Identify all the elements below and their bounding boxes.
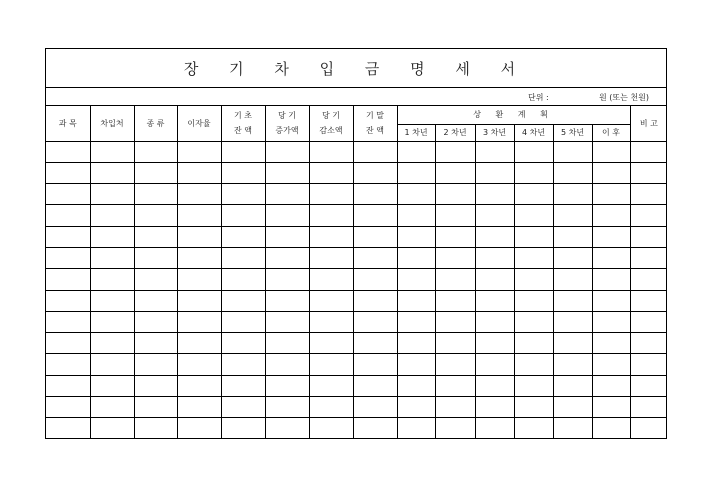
table-cell[interactable] — [134, 418, 177, 439]
table-cell[interactable] — [435, 375, 475, 396]
table-cell[interactable] — [134, 290, 177, 311]
table-cell[interactable] — [46, 375, 90, 396]
table-cell[interactable] — [475, 375, 514, 396]
table-cell[interactable] — [397, 397, 435, 418]
table-cell[interactable] — [475, 162, 514, 183]
table-cell[interactable] — [630, 162, 667, 183]
loan-table — [46, 106, 667, 439]
table-cell[interactable] — [177, 354, 221, 375]
table-cell[interactable] — [592, 418, 630, 439]
table-cell[interactable] — [514, 354, 553, 375]
table-cell[interactable] — [397, 141, 435, 162]
table-cell[interactable] — [46, 418, 90, 439]
table-row — [46, 184, 667, 205]
table-cell[interactable] — [353, 205, 397, 226]
table-cell[interactable] — [221, 333, 265, 354]
table-cell[interactable] — [553, 311, 592, 332]
table-cell[interactable] — [397, 247, 435, 268]
table-cell[interactable] — [435, 354, 475, 375]
table-cell[interactable] — [46, 162, 90, 183]
table-cell[interactable] — [630, 247, 667, 268]
table-cell[interactable] — [397, 333, 435, 354]
table-cell[interactable] — [353, 247, 397, 268]
table-cell[interactable] — [46, 269, 90, 290]
table-cell[interactable] — [309, 247, 353, 268]
table-cell[interactable] — [46, 247, 90, 268]
table-cell[interactable] — [265, 354, 309, 375]
header-increase: 당 기 증가액 — [265, 106, 309, 141]
table-row — [46, 205, 667, 226]
table-cell[interactable] — [221, 311, 265, 332]
table-cell[interactable] — [553, 354, 592, 375]
table-cell[interactable] — [134, 311, 177, 332]
table-cell[interactable] — [309, 333, 353, 354]
table-cell[interactable] — [90, 397, 134, 418]
table-cell[interactable] — [265, 397, 309, 418]
table-cell[interactable] — [221, 247, 265, 268]
table-cell[interactable] — [435, 226, 475, 247]
table-cell[interactable] — [265, 162, 309, 183]
header-repay-year: 3 차년 — [475, 124, 514, 141]
unit-label: 단위 : — [528, 93, 549, 102]
table-cell[interactable] — [134, 162, 177, 183]
form-title: 장 기 차 입 금 명 세 서 — [183, 59, 529, 78]
table-cell[interactable] — [90, 311, 134, 332]
table-cell[interactable] — [309, 354, 353, 375]
table-cell[interactable] — [475, 397, 514, 418]
table-cell[interactable] — [90, 226, 134, 247]
table-cell[interactable] — [265, 290, 309, 311]
header-repayment-plan: 상 환 계 획 — [397, 106, 630, 124]
table-cell[interactable] — [592, 269, 630, 290]
table-cell[interactable] — [177, 247, 221, 268]
table-cell[interactable] — [397, 269, 435, 290]
table-cell[interactable] — [90, 333, 134, 354]
table-cell[interactable] — [553, 333, 592, 354]
table-cell[interactable] — [309, 205, 353, 226]
table-cell[interactable] — [397, 418, 435, 439]
table-cell[interactable] — [514, 290, 553, 311]
table-cell[interactable] — [265, 311, 309, 332]
table-cell[interactable] — [177, 311, 221, 332]
header-closing-balance: 기 말 잔 액 — [353, 106, 397, 141]
table-cell[interactable] — [134, 205, 177, 226]
header-type: 종 류 — [134, 106, 177, 141]
table-cell[interactable] — [592, 247, 630, 268]
header-repay-year: 1 차년 — [397, 124, 435, 141]
table-cell[interactable] — [435, 333, 475, 354]
table-cell[interactable] — [177, 333, 221, 354]
table-cell[interactable] — [553, 418, 592, 439]
table-cell[interactable] — [397, 354, 435, 375]
table-cell[interactable] — [475, 354, 514, 375]
table-cell[interactable] — [177, 141, 221, 162]
table-cell[interactable] — [630, 205, 667, 226]
table-cell[interactable] — [514, 311, 553, 332]
table-cell[interactable] — [630, 184, 667, 205]
table-cell[interactable] — [397, 311, 435, 332]
table-cell[interactable] — [265, 418, 309, 439]
table-cell[interactable] — [309, 290, 353, 311]
table-cell[interactable] — [265, 226, 309, 247]
header-remarks: 비 고 — [630, 106, 667, 141]
table-cell[interactable] — [592, 162, 630, 183]
table-cell[interactable] — [514, 247, 553, 268]
table-cell[interactable] — [592, 333, 630, 354]
table-cell[interactable] — [221, 269, 265, 290]
table-row — [46, 269, 667, 290]
table-cell[interactable] — [221, 162, 265, 183]
table-cell[interactable] — [177, 375, 221, 396]
table-row — [46, 311, 667, 332]
unit-row — [46, 88, 666, 106]
table-row — [46, 226, 667, 247]
table-cell[interactable] — [134, 141, 177, 162]
table-cell[interactable] — [553, 375, 592, 396]
table-cell[interactable] — [435, 162, 475, 183]
table-cell[interactable] — [592, 354, 630, 375]
table-cell[interactable] — [265, 184, 309, 205]
header-opening-balance: 기 초 잔 액 — [221, 106, 265, 141]
table-cell[interactable] — [435, 205, 475, 226]
table-cell[interactable] — [592, 397, 630, 418]
table-cell[interactable] — [630, 418, 667, 439]
table-cell[interactable] — [514, 397, 553, 418]
table-cell[interactable] — [475, 205, 514, 226]
table-cell[interactable] — [90, 290, 134, 311]
table-cell[interactable] — [46, 311, 90, 332]
table-cell[interactable] — [90, 205, 134, 226]
table-cell[interactable] — [553, 205, 592, 226]
table-cell[interactable] — [46, 290, 90, 311]
table-cell[interactable] — [514, 184, 553, 205]
table-cell[interactable] — [475, 333, 514, 354]
table-cell[interactable] — [514, 375, 553, 396]
table-cell[interactable] — [353, 226, 397, 247]
table-cell[interactable] — [630, 226, 667, 247]
table-cell[interactable] — [553, 269, 592, 290]
table-cell[interactable] — [435, 290, 475, 311]
table-cell[interactable] — [353, 397, 397, 418]
table-cell[interactable] — [46, 205, 90, 226]
table-cell[interactable] — [397, 205, 435, 226]
table-cell[interactable] — [435, 418, 475, 439]
table-cell[interactable] — [592, 375, 630, 396]
table-cell[interactable] — [353, 311, 397, 332]
table-cell[interactable] — [553, 247, 592, 268]
table-cell[interactable] — [553, 141, 592, 162]
table-cell[interactable] — [309, 184, 353, 205]
table-cell[interactable] — [397, 184, 435, 205]
table-cell[interactable] — [553, 290, 592, 311]
table-cell[interactable] — [177, 269, 221, 290]
statement-form — [45, 48, 667, 439]
title-row — [46, 49, 666, 88]
table-cell[interactable] — [221, 418, 265, 439]
table-cell[interactable] — [353, 162, 397, 183]
table-cell[interactable] — [630, 311, 667, 332]
table-cell[interactable] — [90, 354, 134, 375]
table-cell[interactable] — [630, 141, 667, 162]
table-cell[interactable] — [221, 141, 265, 162]
table-cell[interactable] — [514, 162, 553, 183]
table-cell[interactable] — [134, 397, 177, 418]
table-row — [46, 247, 667, 268]
table-cell[interactable] — [592, 141, 630, 162]
table-cell[interactable] — [46, 397, 90, 418]
table-cell[interactable] — [221, 397, 265, 418]
table-cell[interactable] — [514, 205, 553, 226]
table-cell[interactable] — [435, 247, 475, 268]
header-decrease: 당 기 감소액 — [309, 106, 353, 141]
table-cell[interactable] — [514, 418, 553, 439]
table-cell[interactable] — [630, 269, 667, 290]
table-cell[interactable] — [134, 333, 177, 354]
table-cell[interactable] — [90, 375, 134, 396]
table-cell[interactable] — [630, 354, 667, 375]
table-cell[interactable] — [265, 205, 309, 226]
table-cell[interactable] — [475, 226, 514, 247]
table-cell[interactable] — [265, 141, 309, 162]
table-cell[interactable] — [435, 141, 475, 162]
table-cell[interactable] — [592, 290, 630, 311]
table-cell[interactable] — [134, 354, 177, 375]
table-cell[interactable] — [435, 311, 475, 332]
table-cell[interactable] — [353, 375, 397, 396]
table-cell[interactable] — [397, 162, 435, 183]
table-cell[interactable] — [592, 311, 630, 332]
table-cell[interactable] — [553, 184, 592, 205]
table-cell[interactable] — [353, 141, 397, 162]
table-cell[interactable] — [475, 311, 514, 332]
table-cell[interactable] — [177, 226, 221, 247]
table-cell[interactable] — [221, 354, 265, 375]
table-cell[interactable] — [90, 269, 134, 290]
table-cell[interactable] — [353, 290, 397, 311]
table-row — [46, 418, 667, 439]
table-cell[interactable] — [397, 226, 435, 247]
table-cell[interactable] — [90, 162, 134, 183]
header-repay-year: 2 차년 — [435, 124, 475, 141]
table-cell[interactable] — [630, 333, 667, 354]
table-cell[interactable] — [221, 226, 265, 247]
table-cell[interactable] — [90, 184, 134, 205]
table-cell[interactable] — [592, 226, 630, 247]
table-cell[interactable] — [265, 375, 309, 396]
table-cell[interactable] — [353, 418, 397, 439]
table-cell[interactable] — [553, 397, 592, 418]
table-row — [46, 162, 667, 183]
table-cell[interactable] — [514, 269, 553, 290]
table-cell[interactable] — [134, 184, 177, 205]
table-cell[interactable] — [592, 184, 630, 205]
table-row — [46, 354, 667, 375]
header-lender: 차입처 — [90, 106, 134, 141]
table-cell[interactable] — [46, 354, 90, 375]
table-cell[interactable] — [177, 290, 221, 311]
table-row — [46, 397, 667, 418]
table-cell[interactable] — [630, 375, 667, 396]
table-cell[interactable] — [221, 375, 265, 396]
table-cell[interactable] — [134, 226, 177, 247]
table-cell[interactable] — [46, 184, 90, 205]
table-cell[interactable] — [309, 269, 353, 290]
table-cell[interactable] — [475, 269, 514, 290]
table-cell[interactable] — [309, 162, 353, 183]
table-cell[interactable] — [221, 290, 265, 311]
header-interest-rate: 이자율 — [177, 106, 221, 141]
table-cell[interactable] — [134, 247, 177, 268]
table-cell[interactable] — [309, 141, 353, 162]
table-cell[interactable] — [177, 184, 221, 205]
table-cell[interactable] — [630, 397, 667, 418]
table-cell[interactable] — [177, 397, 221, 418]
table-cell[interactable] — [90, 247, 134, 268]
table-cell[interactable] — [265, 333, 309, 354]
table-cell[interactable] — [514, 333, 553, 354]
table-cell[interactable] — [46, 333, 90, 354]
unit-value: 원 (또는 천원) — [599, 93, 649, 102]
table-cell[interactable] — [475, 418, 514, 439]
table-cell[interactable] — [435, 184, 475, 205]
table-cell[interactable] — [435, 269, 475, 290]
table-cell[interactable] — [134, 269, 177, 290]
table-cell[interactable] — [353, 269, 397, 290]
table-cell[interactable] — [134, 375, 177, 396]
table-cell[interactable] — [177, 162, 221, 183]
table-cell[interactable] — [514, 141, 553, 162]
table-cell[interactable] — [309, 397, 353, 418]
table-cell[interactable] — [177, 418, 221, 439]
header-repay-year: 4 차년 — [514, 124, 553, 141]
table-cell[interactable] — [177, 205, 221, 226]
table-cell[interactable] — [397, 375, 435, 396]
table-cell[interactable] — [309, 418, 353, 439]
table-cell[interactable] — [514, 226, 553, 247]
table-cell[interactable] — [309, 311, 353, 332]
table-cell[interactable] — [435, 397, 475, 418]
table-cell[interactable] — [309, 375, 353, 396]
table-cell[interactable] — [46, 226, 90, 247]
table-row — [46, 333, 667, 354]
table-cell[interactable] — [309, 226, 353, 247]
table-cell[interactable] — [90, 141, 134, 162]
header-repay-year: 5 차년 — [553, 124, 592, 141]
table-cell[interactable] — [630, 290, 667, 311]
table-row — [46, 290, 667, 311]
header-subject: 과 목 — [46, 106, 90, 141]
table-cell[interactable] — [475, 290, 514, 311]
table-cell[interactable] — [46, 141, 90, 162]
table-cell[interactable] — [221, 184, 265, 205]
table-cell[interactable] — [592, 205, 630, 226]
table-cell[interactable] — [353, 184, 397, 205]
table-cell[interactable] — [475, 247, 514, 268]
table-cell[interactable] — [265, 269, 309, 290]
table-cell[interactable] — [221, 205, 265, 226]
table-cell[interactable] — [353, 354, 397, 375]
table-cell[interactable] — [353, 333, 397, 354]
header-repay-year: 이 후 — [592, 124, 630, 141]
table-cell[interactable] — [90, 418, 134, 439]
table-cell[interactable] — [553, 162, 592, 183]
table-cell[interactable] — [553, 226, 592, 247]
table-row — [46, 141, 667, 162]
table-cell[interactable] — [397, 290, 435, 311]
table-cell[interactable] — [475, 141, 514, 162]
table-cell[interactable] — [475, 184, 514, 205]
table-row — [46, 375, 667, 396]
table-cell[interactable] — [265, 247, 309, 268]
